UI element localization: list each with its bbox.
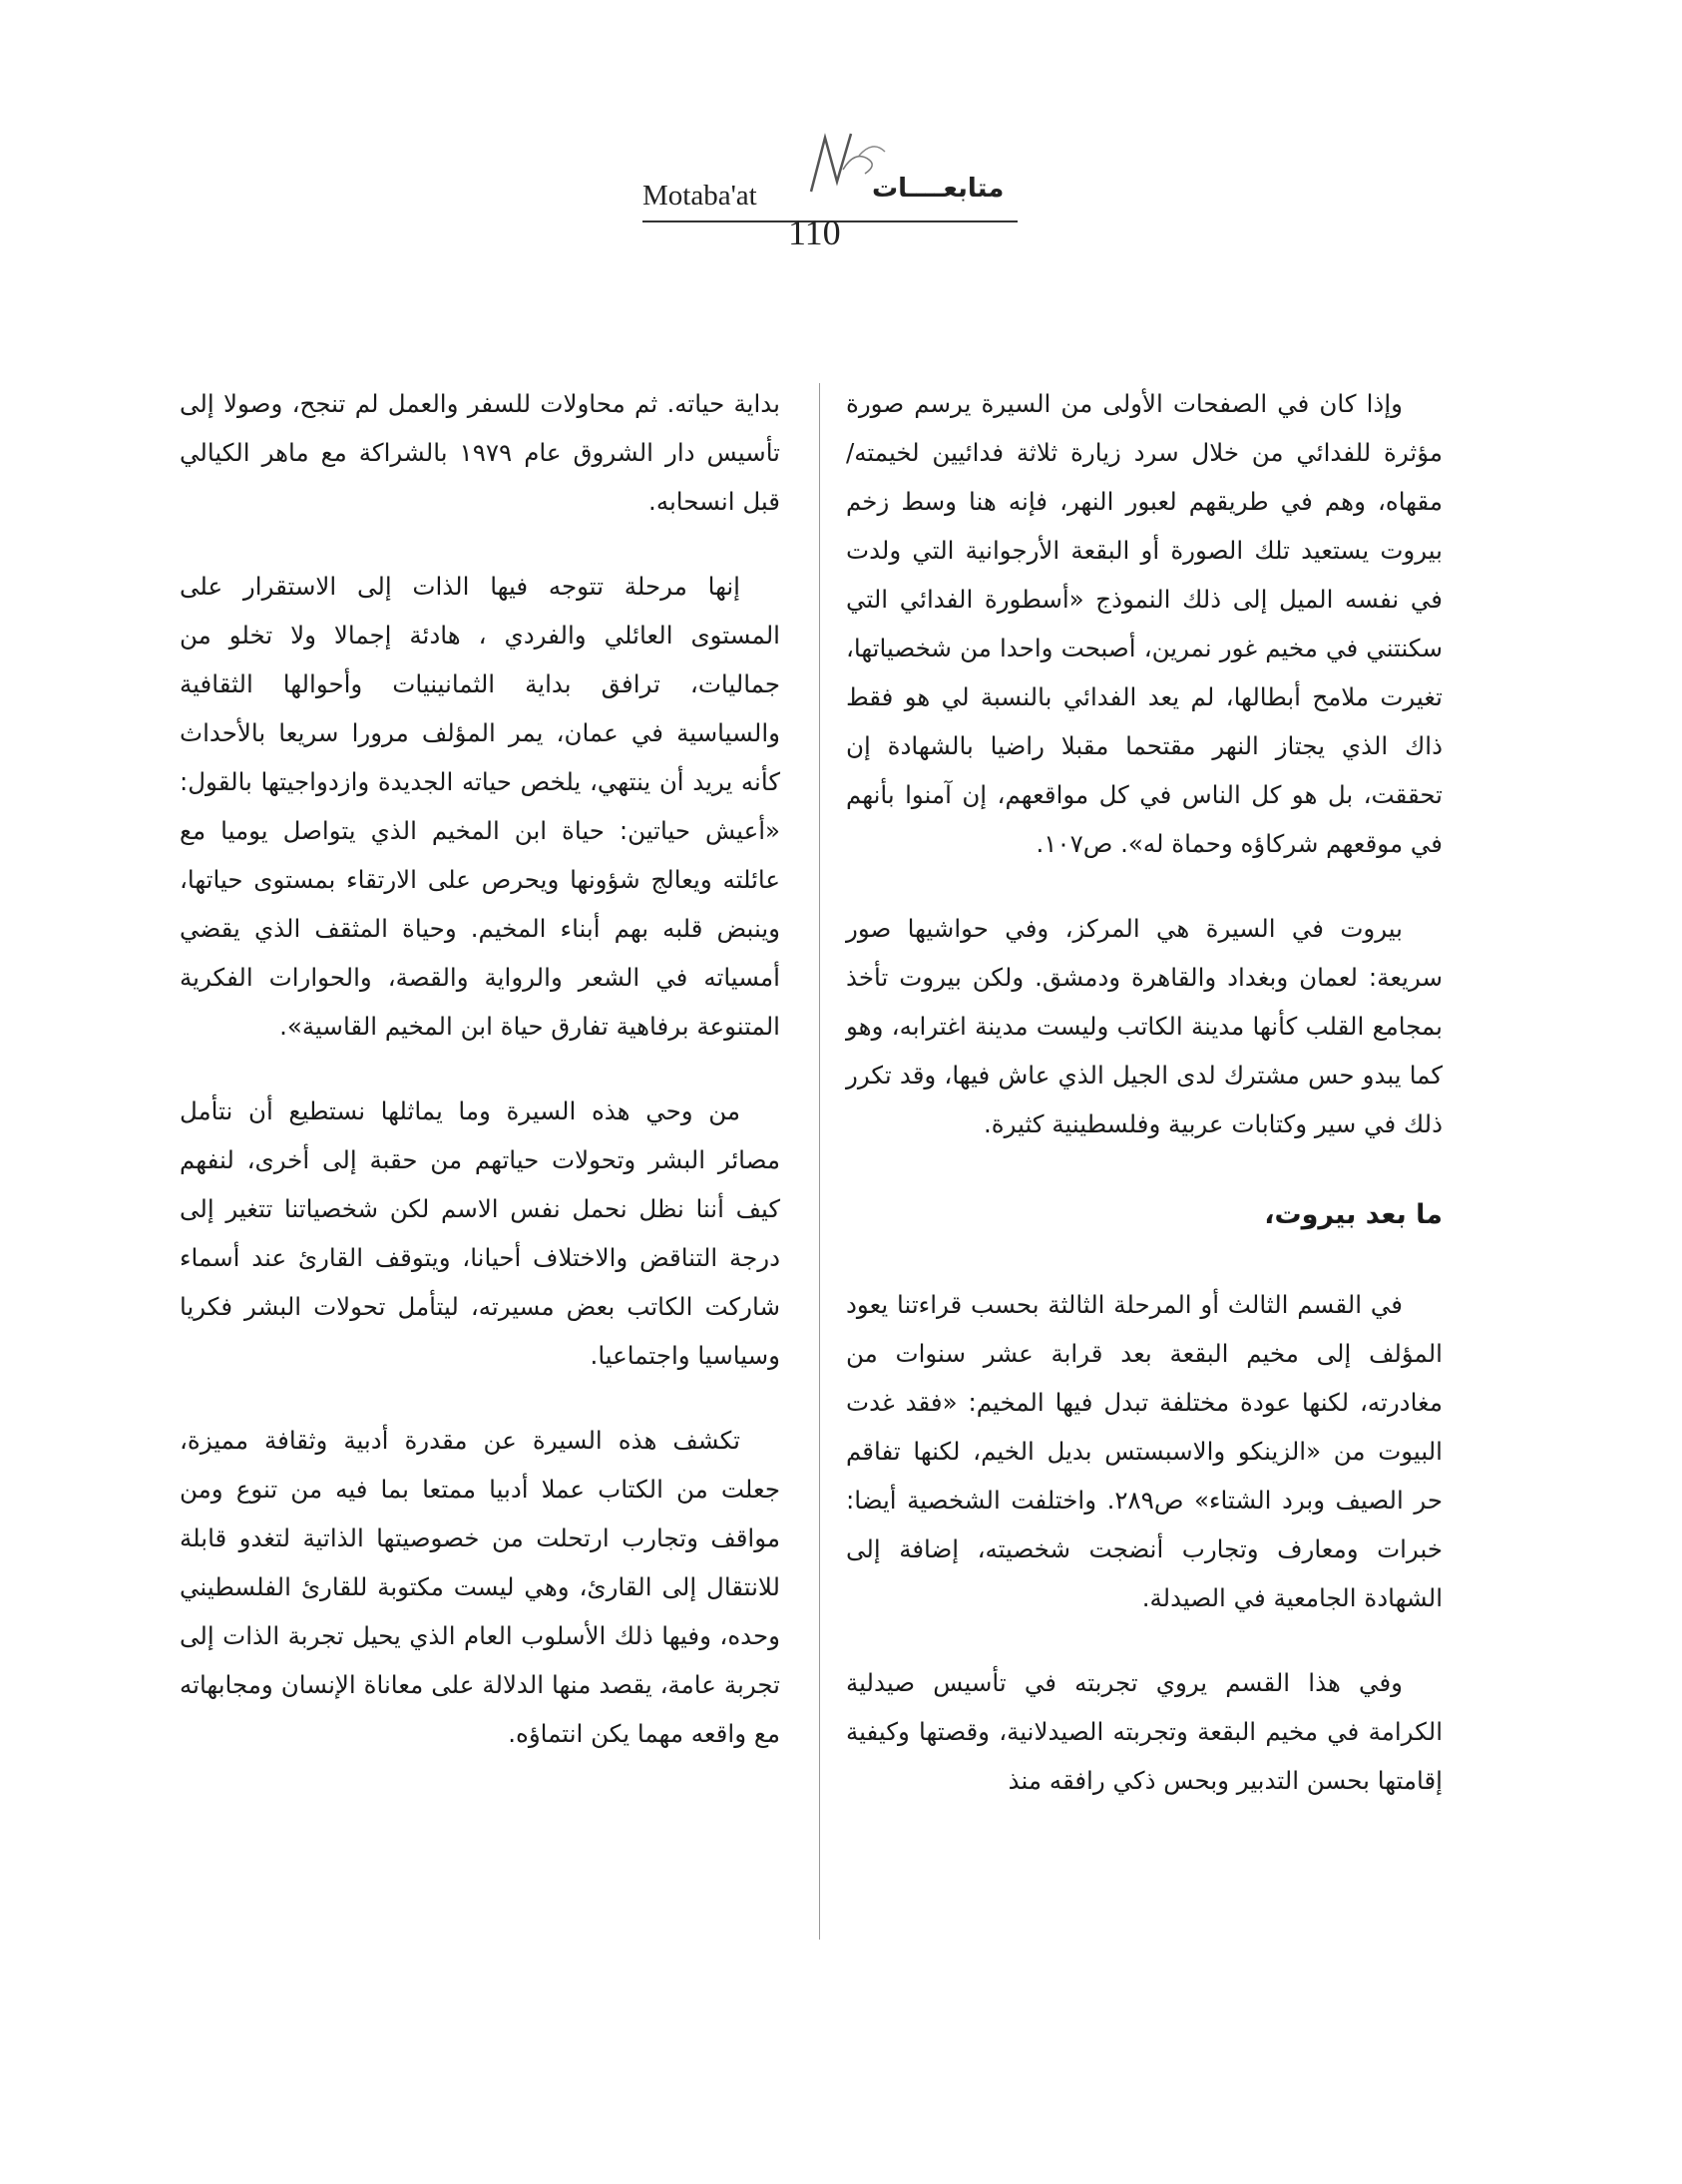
paragraph: في القسم الثالث أو المرحلة الثالثة بحسب قراءتنا يعود المؤلف إلى مخيم البقعة بعد قرابة عشر سنوات من مغادرته، لكنها عودة مختلفة تبدل فيها المخيم: «فقد غدت البيوت من «الزينكو والاسبستس بديل الخيم، لكنها تفاقم حر الصيف وبرد الشتاء» ص٢٨٩. واختلفت الشخصية أيضا: خبرات ومعارف وتجارب أنضجت شخصيته، إضافة إلى الشهادة الجامعية في الصيدلة. [846, 1290, 1443, 1612]
section-title-english: Motaba'at [642, 180, 757, 212]
paragraph: تكشف هذه السيرة عن مقدرة أدبية وثقافة مميزة، جعلت من الكتاب عملا أدبيا ممتعا بما فيه من تنوع ومن مواقف وتجارب ارتحلت من خصوصيتها الذاتية لتغدو قابلة للانتقال إلى القارئ، وهي ليست مكتوبة للقارئ الفلسطيني وحده، وفيها ذلك الأسلوب العام الذي يحيل تجربة الذات إلى تجربة عامة، يقصد منها الدلالة على معاناة الإنسان ومجابهاته مع واقعه مهما يكن انتماؤه. [180, 1426, 780, 1748]
paragraph: بيروت في السيرة هي المركز، وفي حواشيها صور سريعة: لعمان وبغداد والقاهرة ودمشق. ولكن بيروت تأخذ بمجامع القلب كأنها مدينة الكاتب وليست مدينة اغترابه، وهو كما يبدو حس مشترك لدى الجيل الذي عاش فيها، وقد تكرر ذلك في سير وكتابات عربية وفلسطينية كثيرة. [846, 914, 1443, 1138]
paragraph: وفي هذا القسم يروي تجربته في تأسيس صيدلية الكرامة في مخيم البقعة وتجربته الصيدلانية، وقصتها وكيفية إقامتها بحسن التدبير وبحس ذكي رافقه منذ [846, 1668, 1443, 1795]
page-number: 110 [788, 213, 841, 252]
left-column [180, 379, 780, 1794]
page-header [559, 130, 1117, 259]
paragraph: بداية حياته. ثم محاولات للسفر والعمل لم تنجح، وصولا إلى تأسيس دار الشروق عام ١٩٧٩ بالشراكة مع ماهر الكيالي قبل انسحابه. [180, 389, 780, 516]
section-title-arabic: متابعــــات [872, 174, 1005, 204]
right-column [846, 379, 1443, 1841]
paragraph: من وحي هذه السيرة وما يماثلها نستطيع أن نتأمل مصائر البشر وتحولات حياتهم من حقبة إلى أخرى، لنفهم كيف أننا نظل نحمل نفس الاسم لكن شخصياتنا تتغير إلى درجة التناقض والاختلاف أحيانا، ويتوقف القارئ عند أسماء شاركت الكاتب بعض مسيرته، ليتأمل تحولات البشر فكريا وسياسيا واجتماعيا. [180, 1096, 780, 1370]
paragraph: وإذا كان في الصفحات الأولى من السيرة يرسم صورة مؤثرة للفدائي من خلال سرد زيارة ثلاثة فدائيين لخيمته/مقهاه، وهم في طريقهم لعبور النهر، فإنه هنا وسط زخم بيروت يستعيد تلك الصورة أو البقعة الأرجوانية التي ولدت في نفسه الميل إلى ذلك النموذج «أسطورة الفدائي التي سكنتني في مخيم غور نمرين، أصبحت واحدا من شخصياتها، تغيرت ملامح أبطالها، لم يعد الفدائي بالنسبة لي هو فقط ذاك الذي يجتاز النهر مقتحما مقبلا راضيا بالشهادة إن تحققت، بل هو كل الناس في كل مواقعهم، إن آمنوا بأنهم في موقعهم شركاؤه وحماة له». ص١٠٧. [846, 389, 1443, 858]
column-divider [819, 383, 820, 1940]
section-heading: ما بعد بيروت، [1264, 1199, 1443, 1230]
paragraph: إنها مرحلة تتوجه فيها الذات إلى الاستقرار على المستوى العائلي والفردي ، هادئة إجمالا ولا تخلو من جماليات، ترافق بداية الثمانينيات وأحوالها الثقافية والسياسية في عمان، يمر المؤلف مرورا سريعا بالأحداث كأنه يريد أن ينتهي، يلخص حياته الجديدة وازدواجيتها بالقول: «أعيش حياتين: حياة ابن المخيم الذي يتواصل يوميا مع عائلته ويعالج شؤونها ويحرص على الارتقاء بمستوى حياتها، وينبض قلبه بهم أبناء المخيم. وحياة المثقف الذي يقضي أمسياته في الشعر والرواية والقصة، والحوارات الفكرية المتنوعة برفاهية تفارق حياة ابن المخيم القاسية». [180, 572, 780, 1041]
